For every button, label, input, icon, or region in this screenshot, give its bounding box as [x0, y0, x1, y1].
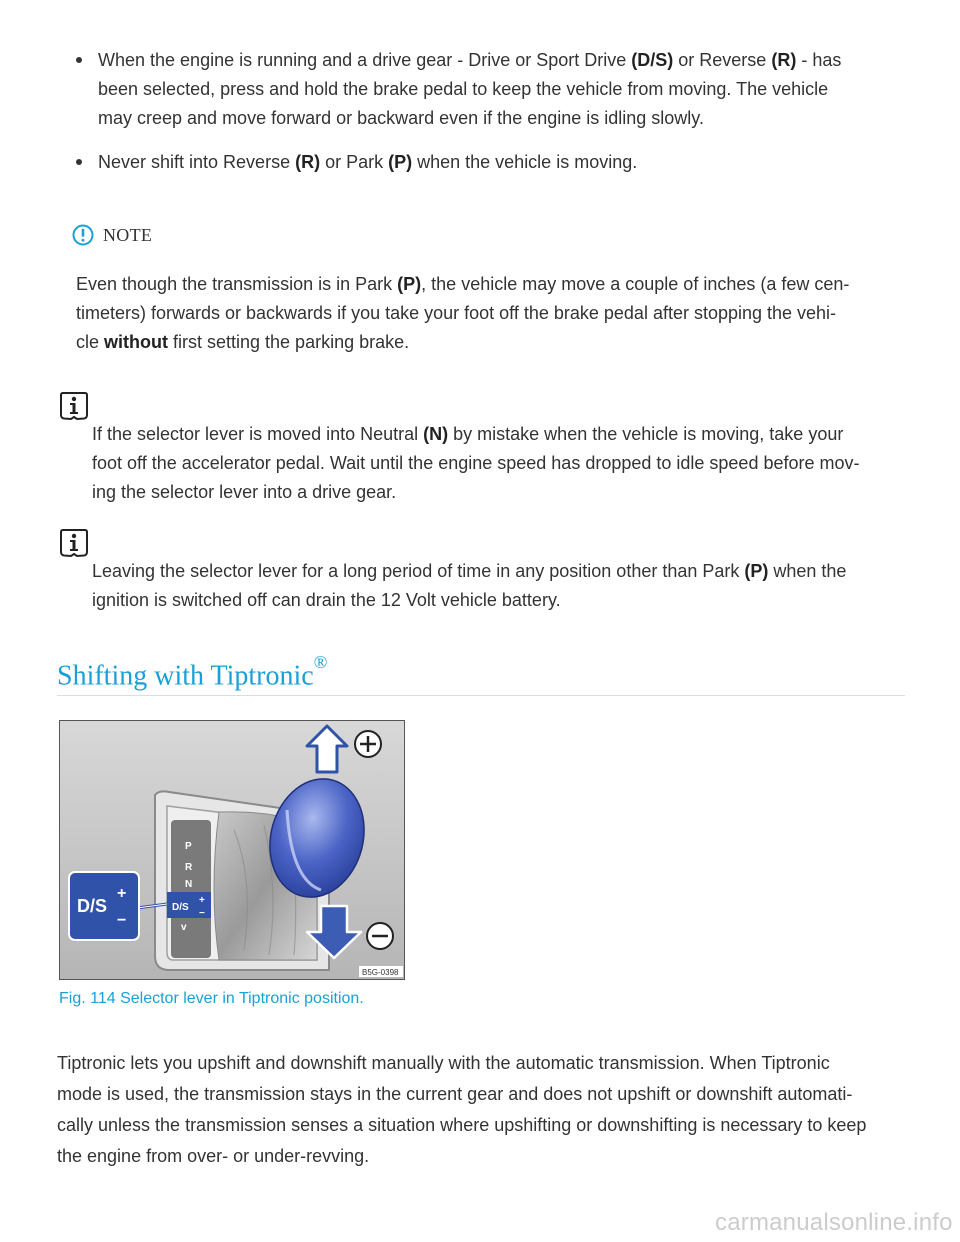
registered-mark: ®	[313, 652, 328, 672]
bullet-text-reverse: Never shift into Reverse (R) or Park (P) when the vehicle is moving.	[98, 152, 638, 172]
bold-term: (D/S)	[631, 50, 674, 70]
bold-term: (R)	[295, 152, 321, 172]
bold-term: without	[104, 332, 168, 352]
bold-term: (P)	[397, 274, 422, 294]
minus-circle-icon	[367, 923, 393, 949]
note-text: Even though the transmission is in Park (P), the vehicle may move a couple of inches (a few cen- timeters) forwards or backwards if you take your foot off the brake pedal after stopping the vehi- cle without first setting the parking brake.	[76, 274, 850, 352]
gear-label-n: N	[185, 879, 193, 890]
note-label: NOTE	[103, 225, 153, 245]
info-text-neutral: If the selector lever is moved into Neutral (N) by mistake when the vehicle is moving, take your foot off the accelerator pedal. Wait until the engine speed has dropped to idle speed before mov- ing the selector lever into a drive gear.	[92, 424, 860, 502]
info-text-battery: Leaving the selector lever for a long period of time in any position other than Park (P) when the ignition is switched off can drain the 12 Volt vehicle battery.	[92, 561, 847, 610]
small-minus: −	[199, 908, 205, 919]
gear-label-r: R	[185, 862, 193, 873]
plus-circle-icon	[355, 731, 381, 757]
selector-lever-figure	[59, 720, 405, 980]
bold-term: (P)	[388, 152, 413, 172]
big-plus: +	[117, 885, 127, 902]
bold-term: (N)	[423, 424, 449, 444]
bold-term: (P)	[744, 561, 769, 581]
section-divider	[57, 695, 905, 696]
figure-code: B5G-0398	[362, 968, 399, 977]
info-icon	[59, 528, 89, 558]
info-icon	[59, 391, 89, 421]
gear-label-v: v	[181, 922, 187, 933]
big-minus: −	[117, 912, 127, 929]
section-title	[57, 652, 328, 692]
figure-caption: Fig. 114 Selector lever in Tiptronic position.	[59, 990, 364, 1007]
gear-label-ds-small: D/S	[172, 902, 189, 913]
exclamation-icon	[72, 224, 94, 246]
watermark: carmanualsonline.info	[715, 1209, 953, 1236]
bold-term: (R)	[771, 50, 797, 70]
gear-label-ds-big: D/S	[77, 896, 108, 916]
section-title-text: Shifting with Tiptronic	[57, 660, 314, 692]
bullet-text-brake: When the engine is running and a drive gear - Drive or Sport Drive (D/S) or Reverse (R) - has been selected, press and hold the brake pedal to keep the vehicle from moving. The vehicle may creep and move forward or backward even if the engine is idling slowly.	[98, 50, 842, 128]
gear-label-p: P	[185, 841, 192, 852]
small-plus: +	[199, 895, 205, 906]
tiptronic-description: Tiptronic lets you upshift and downshift manually with the automatic transmission. When Tiptronic mode is used, the transmission stays in the current gear and does not upshift or downshift automati- cally unless the transmission senses a situation where upshifting or downshifting is necessary to keep the engine from over- or under-revving.	[57, 1053, 867, 1166]
